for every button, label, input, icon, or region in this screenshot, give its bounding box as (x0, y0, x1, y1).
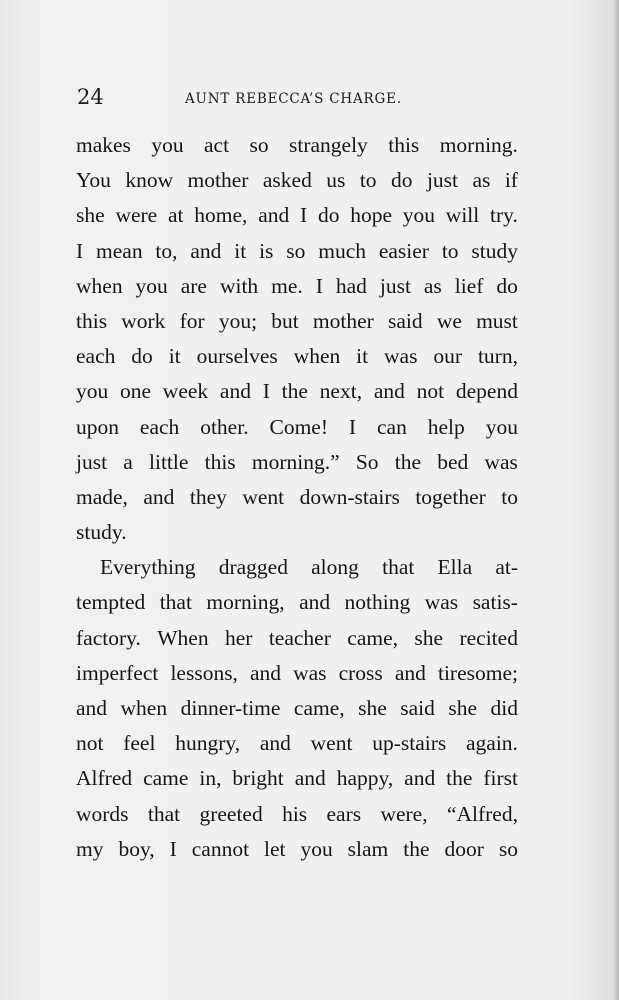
text-line: just a little this morning.” So the bed was (76, 449, 518, 474)
running-head: AUNT REBECCA’S CHARGE. (185, 91, 402, 107)
page-number: 24 (77, 85, 104, 109)
text-line: upon each other. Come! I can help you (76, 414, 518, 439)
text-line: imperfect lessons, and was cross and tiresome; (76, 660, 518, 685)
text-line: and when dinner-time came, she said she did (76, 696, 518, 720)
text-line: Alfred came in, bright and happy, and the first (76, 766, 518, 791)
text-line: this work for you; but mother said we must (76, 308, 518, 333)
text-line: my boy, I cannot let you slam the door so (76, 836, 518, 861)
text-line: not feel hungry, and went up-stairs again. (76, 731, 518, 756)
text-line: made, and they went down-stairs together to (76, 484, 518, 509)
text-line: You know mother asked us to do just as if (76, 168, 518, 193)
text-line: Everything dragged along that Ella at- (100, 555, 518, 580)
text-line: each do it ourselves when it was our turn, (76, 344, 518, 369)
text-line: factory. When her teacher came, she recited (76, 625, 518, 650)
page-edge-shadow (613, 0, 619, 1000)
text-line: tempted that morning, and nothing was satis- (76, 590, 518, 615)
text-line: she were at home, and I do hope you will try. (76, 203, 518, 228)
paragraph-2 (76, 550, 518, 867)
page-header (77, 84, 517, 114)
text-line: words that greeted his ears were, “Alfred, (76, 801, 518, 826)
body-text (76, 128, 518, 867)
text-line: I mean to, and it is so much easier to study (76, 238, 518, 263)
text-line: makes you act so strangely this morning. (76, 133, 518, 157)
text-line: you one week and I the next, and not depend (76, 379, 518, 404)
text-line: when you are with me. I had just as lief do (76, 273, 518, 298)
paragraph-1 (76, 128, 518, 550)
text-line: study. (76, 520, 127, 545)
